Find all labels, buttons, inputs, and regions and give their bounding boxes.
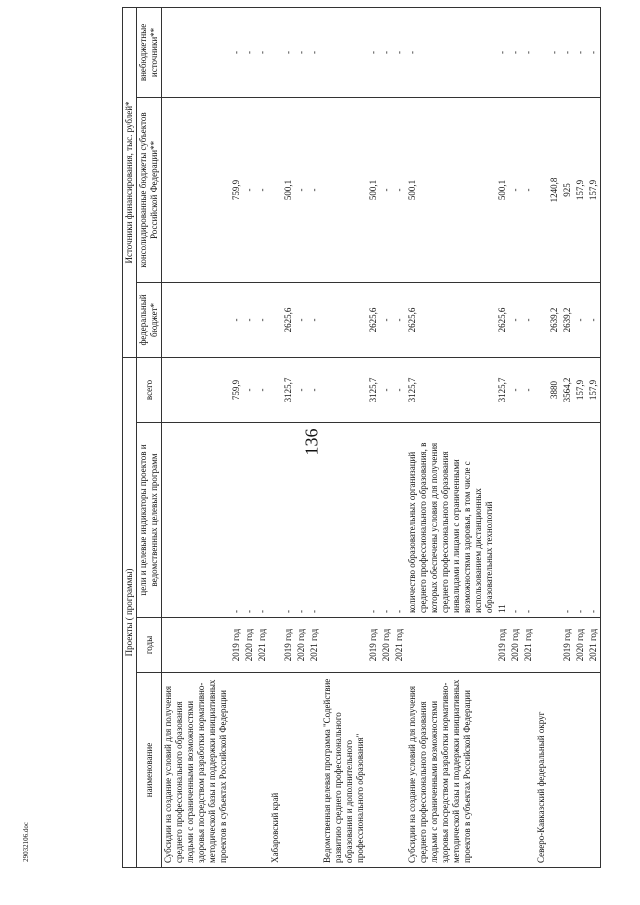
cell-total: 3125,7 bbox=[496, 357, 509, 422]
cell-name bbox=[282, 673, 295, 868]
cell-extra bbox=[269, 7, 282, 97]
cell-year: 2019 год bbox=[496, 618, 509, 673]
cell-total: - bbox=[393, 357, 406, 422]
cell-consolidated: - bbox=[509, 97, 522, 282]
cell-name bbox=[561, 673, 574, 868]
cell-federal: 2625,6 bbox=[406, 282, 496, 357]
cell-federal: - bbox=[393, 282, 406, 357]
cell-total: 759,9 bbox=[230, 357, 243, 422]
cell-year: 2021 год bbox=[522, 618, 535, 673]
cell-year: 2020 год bbox=[243, 618, 256, 673]
cell-extra: - bbox=[230, 7, 243, 97]
cell-federal bbox=[162, 282, 231, 357]
cell-goal: - bbox=[380, 423, 393, 618]
cell-goal: - bbox=[295, 423, 308, 618]
cell-extra: - bbox=[393, 7, 406, 97]
cell-goal: - bbox=[574, 423, 587, 618]
col-header-goals: цели и целевые индикаторы проектов и ведомственных целевых программ bbox=[137, 423, 162, 618]
table-row bbox=[243, 7, 256, 867]
cell-goal: - bbox=[256, 423, 269, 618]
table-row bbox=[380, 7, 393, 867]
cell-goal: - bbox=[230, 423, 243, 618]
cell-year bbox=[535, 618, 548, 673]
cell-extra: - bbox=[548, 7, 561, 97]
cell-name bbox=[548, 673, 561, 868]
cell-consolidated: 759,9 bbox=[230, 97, 243, 282]
table-row bbox=[561, 7, 574, 867]
table-row bbox=[522, 7, 535, 867]
cell-goal bbox=[548, 423, 561, 618]
table-row bbox=[230, 7, 243, 867]
cell-total bbox=[162, 357, 231, 422]
col-header-extra: внебюджетные источники** bbox=[137, 7, 162, 97]
cell-extra: - bbox=[380, 7, 393, 97]
cell-name: Субсидии на создание условий для получения среднего профессионального образования людьми с ограниченными возможностями здоровья посредством разработки нормативно-методической базы и поддержки инициативных проектов в субъектах Российской Федерации bbox=[406, 673, 496, 868]
cell-federal: - bbox=[230, 282, 243, 357]
cell-consolidated: 500,1 bbox=[282, 97, 295, 282]
cell-year: 2020 год bbox=[574, 618, 587, 673]
cell-federal: - bbox=[243, 282, 256, 357]
cell-year: 2019 год bbox=[561, 618, 574, 673]
cell-extra: - bbox=[587, 7, 601, 97]
cell-federal bbox=[269, 282, 282, 357]
cell-name bbox=[587, 673, 601, 868]
cell-consolidated: 157,9 bbox=[587, 97, 601, 282]
cell-consolidated: - bbox=[308, 97, 321, 282]
cell-total bbox=[269, 357, 282, 422]
cell-consolidated: 500,1 bbox=[496, 97, 509, 282]
cell-consolidated bbox=[321, 97, 367, 282]
cell-extra: - bbox=[282, 7, 295, 97]
table-row bbox=[282, 7, 295, 867]
cell-name: Субсидии на создание условий для получения среднего профессионального образования людьми с ограниченными возможностями здоровья посредством разработки нормативно-методической базы и поддержки инициативных проектов в субъектах Российской Федерации bbox=[162, 673, 231, 868]
cell-name bbox=[243, 673, 256, 868]
cell-year bbox=[321, 618, 367, 673]
cell-total: - bbox=[295, 357, 308, 422]
col-header-federal: федеральный бюджет* bbox=[137, 282, 162, 357]
cell-goal: - bbox=[367, 423, 380, 618]
table-row bbox=[308, 7, 321, 867]
cell-total: 3564,2 bbox=[561, 357, 574, 422]
cell-extra: - bbox=[522, 7, 535, 97]
cell-goal: - bbox=[282, 423, 295, 618]
cell-total: - bbox=[308, 357, 321, 422]
table-row bbox=[587, 7, 601, 867]
cell-consolidated: - bbox=[295, 97, 308, 282]
cell-year: 2021 год bbox=[587, 618, 601, 673]
cell-name bbox=[380, 673, 393, 868]
cell-extra: - bbox=[561, 7, 574, 97]
cell-goal bbox=[321, 423, 367, 618]
cell-extra bbox=[321, 7, 367, 97]
cell-name bbox=[295, 673, 308, 868]
cell-year bbox=[548, 618, 561, 673]
cell-goal bbox=[162, 423, 231, 618]
cell-federal: 2639,2 bbox=[561, 282, 574, 357]
cell-consolidated: - bbox=[256, 97, 269, 282]
table-row bbox=[496, 7, 509, 867]
cell-goal: - bbox=[509, 423, 522, 618]
cell-extra bbox=[535, 7, 548, 97]
cell-year: 2020 год bbox=[380, 618, 393, 673]
cell-federal: - bbox=[574, 282, 587, 357]
cell-goal: 11 bbox=[496, 423, 509, 618]
cell-extra: - bbox=[243, 7, 256, 97]
cell-federal: - bbox=[522, 282, 535, 357]
table-row bbox=[295, 7, 308, 867]
cell-year: 2019 год bbox=[282, 618, 295, 673]
cell-name: Северо-Кавказский федеральный округ bbox=[535, 673, 548, 868]
cell-name bbox=[256, 673, 269, 868]
col-header-name: наименование bbox=[137, 673, 162, 868]
footer-code-text: 29032106.doc bbox=[22, 822, 30, 862]
table-row bbox=[256, 7, 269, 867]
cell-total bbox=[321, 357, 367, 422]
table-row bbox=[406, 7, 496, 867]
cell-total: - bbox=[243, 357, 256, 422]
cell-extra: - bbox=[574, 7, 587, 97]
cell-goal: количество образовательных организаций среднего профессионального образования, в которых обеспечены условия для получения среднего профессионального образования инвалидами и лицами с ограниченными возможностями здоровья, в том числе с использованием дистанционных образовательных технологий bbox=[406, 423, 496, 618]
table-header bbox=[123, 7, 162, 867]
cell-name bbox=[496, 673, 509, 868]
cell-consolidated: - bbox=[380, 97, 393, 282]
cell-federal: - bbox=[308, 282, 321, 357]
cell-consolidated: - bbox=[243, 97, 256, 282]
cell-year: 2020 год bbox=[509, 618, 522, 673]
cell-name bbox=[308, 673, 321, 868]
table-row bbox=[321, 7, 367, 867]
cell-total: 3125,7 bbox=[282, 357, 295, 422]
cell-goal: - bbox=[393, 423, 406, 618]
cell-extra: - bbox=[295, 7, 308, 97]
table-row bbox=[535, 7, 548, 867]
cell-federal bbox=[321, 282, 367, 357]
cell-extra: - bbox=[367, 7, 380, 97]
cell-name bbox=[509, 673, 522, 868]
cell-federal bbox=[535, 282, 548, 357]
projects-group-header: Проекты ( программы) bbox=[123, 357, 137, 867]
financing-table bbox=[122, 7, 601, 868]
cell-consolidated bbox=[535, 97, 548, 282]
cell-extra bbox=[162, 7, 231, 97]
cell-extra: - bbox=[496, 7, 509, 97]
cell-consolidated: 500,1 bbox=[406, 97, 496, 282]
cell-extra: - bbox=[406, 7, 496, 97]
cell-name: Хабаровский край bbox=[269, 673, 282, 868]
cell-name bbox=[367, 673, 380, 868]
cell-goal: - bbox=[561, 423, 574, 618]
cell-consolidated: 157,9 bbox=[574, 97, 587, 282]
cell-extra: - bbox=[256, 7, 269, 97]
cell-consolidated: - bbox=[522, 97, 535, 282]
cell-name bbox=[522, 673, 535, 868]
cell-total bbox=[535, 357, 548, 422]
table-row bbox=[393, 7, 406, 867]
rotated-table-container bbox=[122, 8, 598, 868]
cell-total: 157,9 bbox=[574, 357, 587, 422]
cell-total: 3125,7 bbox=[406, 357, 496, 422]
cell-total: - bbox=[256, 357, 269, 422]
cell-year: 2019 год bbox=[230, 618, 243, 673]
cell-total: 3125,7 bbox=[367, 357, 380, 422]
cell-federal: - bbox=[509, 282, 522, 357]
cell-name bbox=[574, 673, 587, 868]
sources-group-header: Источники финансирования, тыс. рублей* bbox=[123, 7, 137, 357]
table-row bbox=[574, 7, 587, 867]
cell-federal: 2625,6 bbox=[367, 282, 380, 357]
cell-consolidated bbox=[269, 97, 282, 282]
cell-year: 2020 год bbox=[295, 618, 308, 673]
cell-goal: - bbox=[522, 423, 535, 618]
col-header-years: годы bbox=[137, 618, 162, 673]
cell-consolidated bbox=[162, 97, 231, 282]
col-header-total: всего bbox=[137, 357, 162, 422]
cell-total: - bbox=[522, 357, 535, 422]
cell-year bbox=[269, 618, 282, 673]
cell-extra: - bbox=[308, 7, 321, 97]
cell-goal bbox=[269, 423, 282, 618]
cell-total: 157,9 bbox=[587, 357, 601, 422]
cell-goal: - bbox=[308, 423, 321, 618]
col-header-consolidated: консолидированные бюджеты субъектов Российской Федерации** bbox=[137, 97, 162, 282]
cell-name: Ведомственная целевая программа "Содействие развитию среднего профессионального образования и дополнительного профессионального образования" bbox=[321, 673, 367, 868]
cell-federal: - bbox=[380, 282, 393, 357]
cell-extra: - bbox=[509, 7, 522, 97]
cell-consolidated: 500,1 bbox=[367, 97, 380, 282]
cell-federal: 2625,6 bbox=[282, 282, 295, 357]
table-row bbox=[548, 7, 561, 867]
cell-federal: - bbox=[295, 282, 308, 357]
table-body bbox=[162, 7, 601, 867]
table-row bbox=[367, 7, 380, 867]
cell-consolidated: - bbox=[393, 97, 406, 282]
cell-federal: - bbox=[587, 282, 601, 357]
cell-federal: 2639,2 bbox=[548, 282, 561, 357]
cell-consolidated: 1240,8 bbox=[548, 97, 561, 282]
cell-year: 2019 год bbox=[367, 618, 380, 673]
page-number-text: 136 bbox=[301, 428, 322, 456]
table-row bbox=[269, 7, 282, 867]
cell-consolidated: 925 bbox=[561, 97, 574, 282]
cell-total: - bbox=[509, 357, 522, 422]
cell-federal: 2625,6 bbox=[496, 282, 509, 357]
cell-year bbox=[406, 618, 496, 673]
cell-total: - bbox=[380, 357, 393, 422]
cell-name bbox=[230, 673, 243, 868]
cell-federal: - bbox=[256, 282, 269, 357]
cell-year: 2021 год bbox=[308, 618, 321, 673]
cell-year: 2021 год bbox=[256, 618, 269, 673]
cell-goal: - bbox=[243, 423, 256, 618]
cell-total: 3880 bbox=[548, 357, 561, 422]
cell-name bbox=[393, 673, 406, 868]
cell-goal bbox=[535, 423, 548, 618]
table-row bbox=[509, 7, 522, 867]
table-row bbox=[162, 7, 231, 867]
cell-year bbox=[162, 618, 231, 673]
cell-year: 2021 год bbox=[393, 618, 406, 673]
cell-goal: - bbox=[587, 423, 601, 618]
